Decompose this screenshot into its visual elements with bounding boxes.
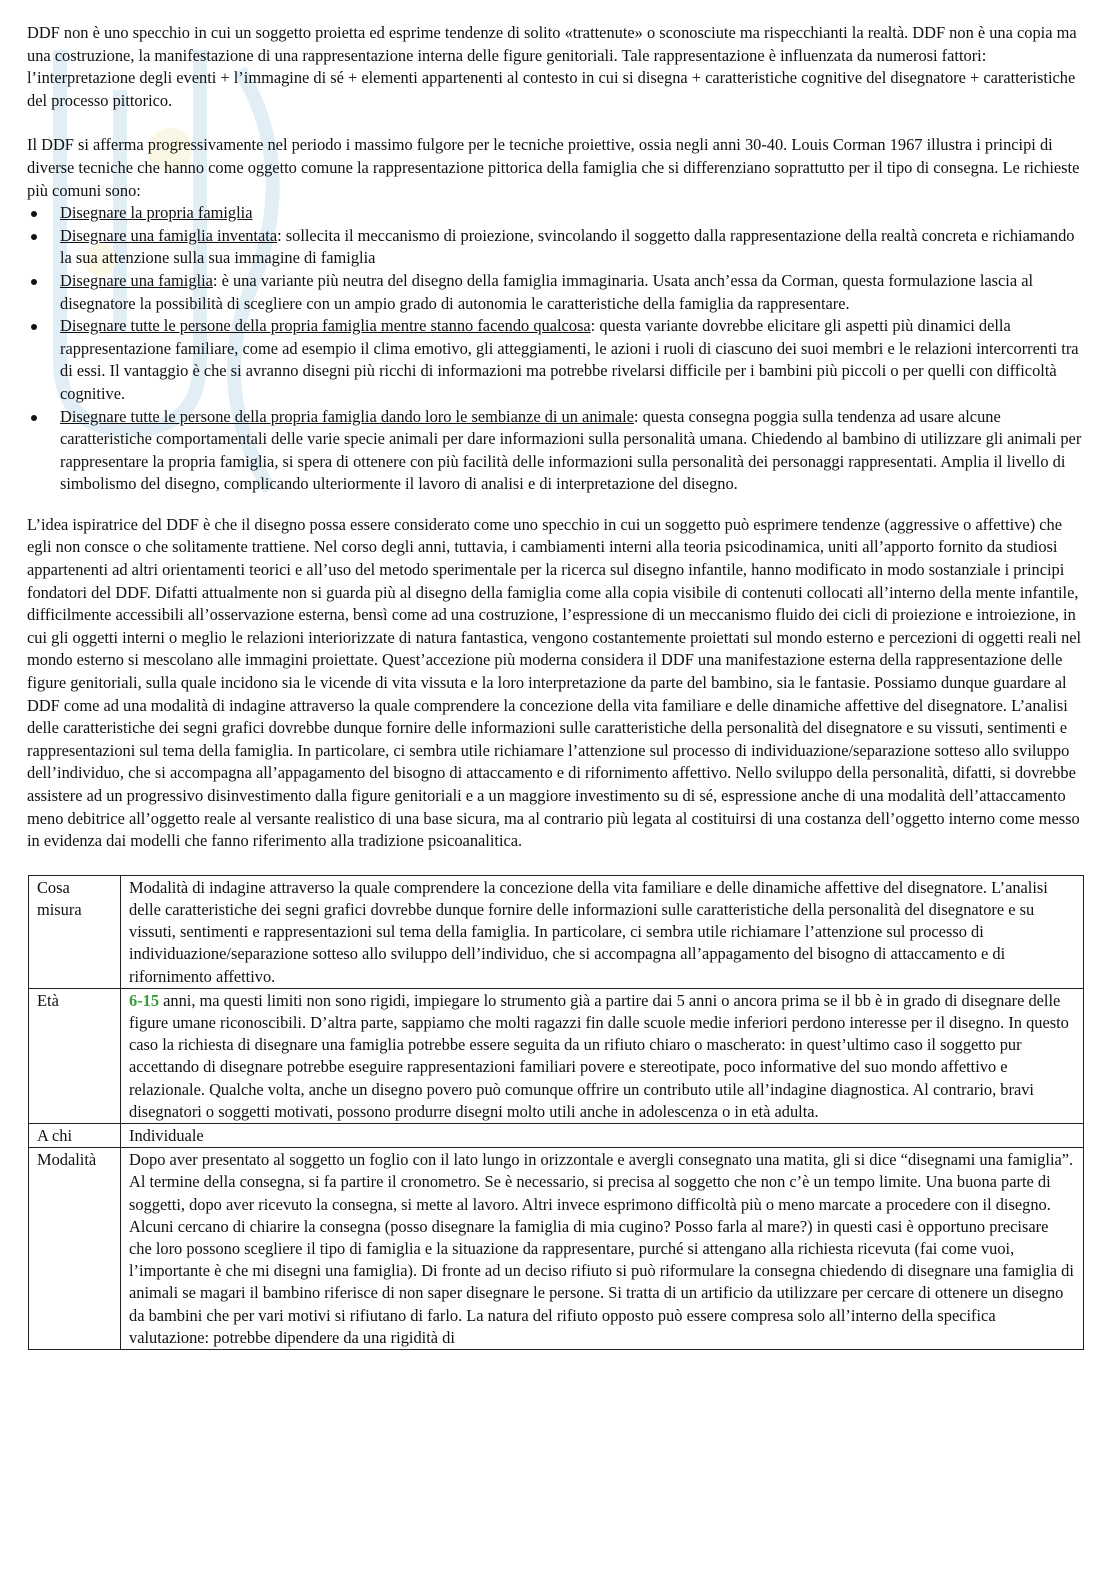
age-text: anni, ma questi limiti non sono rigidi, impiegare lo strumento già a partire dai 5 anni o ancora prima se il bb è in grado di disegnare delle figure umane riconoscibili. D’altra parte, sappiamo che molti ragazzi fin dalle scuole medie inferiori perdono interesse per il disegno. In questo caso la richiesta di disegnare una famiglia potrebbe essere seguita da un rifiuto chiaro o mascherato: in quest’ultimo caso il soggetto pur accettando di disegnare potrebbe eseguire rappresentazioni familiari povere e stereotipate, poco informative del suo mondo affettivo e relazionale. Qualche volta, anche un disegno povero può comunque offrire un contributo utile all’indagine diagnostica. Al contrario, bravi disegnatori o soggetti motivati, possono produrre disegni molto utili anche in adolescenza o in età adulta. (129, 990, 1069, 1121)
info-table (28, 875, 1084, 1350)
intro-paragraph-1: DDF non è uno specchio in cui un soggetto proietta ed esprime tendenze di solito «trattenute» o sconosciute ma rispecchianti la realtà. DDF non è una copia ma una costruzione, la manifestazione di una rappresentazione interna delle figure genitoriali. Tale rappresentazione è influenzata da numerosi fattori: l’interpretazione degli eventi + l’immagine di sé + elementi appartenenti al contesto in cui si disegna + caratteristiche cognitive del disegnatore + caratteristiche del processo pittorico. (27, 23, 1077, 110)
list-item (27, 270, 1087, 315)
list-item (27, 406, 1087, 496)
list-item (27, 225, 1087, 270)
main-paragraph: L’idea ispiratrice del DDF è che il disegno possa essere considerato come uno specchio in cui un soggetto può esprimere tendenze (aggressive o affettive) che egli non consce o che solitamente trattiene. Nel corso degli anni, tuttavia, i cambiamenti interni alla teoria psicodinamica, uniti all’apporto fornito da studiosi appartenenti ad altri orientamenti teorici e all’uso del metodo sperimentale per la ricerca sul disegno infantile, hanno modificato in modo sostanziale i principi fondatori del DDF. Difatti attualmente non si guarda più al disegno della famiglia come alla copia visibile di contenuti collocati all’interno della mente infantile, difficilmente accessibili all’osservazione esterna, bensì come ad una costruzione, l’espressione di un meccanismo fluido dei cicli di proiezione e introiezione, in cui gli oggetti interni o meglio le relazioni interiorizzate di natura fantastica, vengono costantemente proiettati sul mondo esterno e percezioni di oggetti reali nel mondo esterno si mescolano alle immagini proiettate. Quest’accezione più moderna considera il DDF una manifestazione esterna della rappresentazione delle figure genitoriali, sulla quale incidono sia le vicende di vita vissuta e la loro interpretazione da parte del bambino, sia le fantasie. Possiamo dunque guardare al DDF come ad una modalità di indagine attraverso la quale comprendere la concezione della vita familiare e delle dinamiche affettive del disegnatore. L’analisi delle caratteristiche dei segni grafici dovrebbe dunque fornire delle informazioni sulle caratteristiche della personalità del disegnatore e su vissuti, sentimenti e rappresentazioni sul tema della famiglia. In particolare, ci sembra utile richiamare l’attenzione sul processo di individuazione/separazione sotteso allo sviluppo dell’individuo, che si accompagna all’appagamento del bisogno di attaccamento e di rifornimento affettivo. Nello sviluppo della personalità, difatti, si dovrebbe assistere ad un progressivo disinvestimento dalla figure genitoriali e a un maggiore investimento su di sé, espressione anche di una modalità dell’attaccamento meno debitrice all’oggetto reale al versante realistico di una base sicura, ma al contrario più legata al costituirsi di una costanza dell’oggetto interno come messo in evidenza dai modelli che fanno riferimento alla tradizione psicoanalitica. (27, 514, 1082, 851)
bullet-icon (31, 324, 37, 330)
request-title: Disegnare una famiglia inventata (60, 225, 278, 245)
age-range: 6-15 (129, 990, 160, 1010)
request-title: Disegnare una famiglia (60, 270, 213, 290)
request-text: : questa variante dovrebbe elicitare gli aspetti più dinamici della rappresentazione familiare, come ad esempio il clima emotivo, gli atteggiamenti, le azioni i ruoli di ciascuno dei suoi membri e le relazioni intercorrenti tra di essi. Il vantaggio è che si avranno disegni più ricchi di informazioni ma potrebbe rivelarsi difficile per i bambini più piccoli o per quelli con difficoltà cognitive. (60, 316, 1079, 403)
request-text: : questa consegna poggia sulla tendenza ad usare alcune caratteristiche comportamentali delle varie specie animali per dare informazioni sulla personalità umana. Chiedendo al bambino di utilizzare gli animali per rappresentare la propria famiglia, si spera di ottenere con più facilità delle informazioni sulla personalità dei personaggi rappresentati. Amplia il livello di simbolismo del disegno, complicando ulteriormente il lavoro di analisi e di interpretazione del disegno. (60, 406, 1082, 494)
request-text: : sollecita il meccanismo di proiezione, svincolando il soggetto dalla rappresentazione della realtà concreta e richiamando la sua attenzione sulla sua immagine di famiglia (60, 225, 1075, 268)
row-value-modalita: Dopo aver presentato al soggetto un foglio con il lato lungo in orizzontale e avergli consegnato una matita, gli si dice “disegnami una famiglia”. Al termine della consegna, si fa partire il cronometro. Se è necessario, si precisa al soggetto che non c’è un tempo limite. Una buona parte di soggetti, dopo aver ricevuto la consegna, si mette al lavoro. Altri invece esprimono difficoltà più o meno marcate a procedere con il disegno. Alcuni cercano di chiarire la consegna (posso disegnare la famiglia di mia cugino? Posso farla al mare?) in questi casi è opportuno precisare che loro possono scegliere il tipo di famiglia e la situazione da rappresentare, purché si attengano alla richiesta ricevuta (fai come vuoi, l’importante è che mi disegni una famiglia). Di fronte ad un deciso rifiuto si può riformulare la consegna chiedendo di disegnare una famiglia di animali se magari il bambino riferisce di non saper disegnare le persone. Si tratta di un artificio da utilizzare per cercare di ottenere un disegno da bambini che per vari motivi si rifiutano di farlo. La natura del rifiuto opposto può essere compresa solo all’interno della specifica valutazione: potrebbe dipendere da una rigidità di (121, 1148, 1084, 1350)
list-item (27, 202, 1087, 225)
table-row (29, 1124, 1084, 1148)
request-title: Disegnare tutte le persone della propria famiglia mentre stanno facendo qualcosa (60, 316, 591, 336)
row-value-a-chi: Individuale (121, 1124, 1084, 1148)
request-title: Disegnare tutte le persone della propria famiglia dando loro le sembianze di un animale (60, 406, 634, 426)
request-title: Disegnare la propria famiglia (60, 203, 253, 223)
table-row (29, 875, 1084, 988)
table-row (29, 988, 1084, 1123)
bullet-icon (31, 234, 37, 240)
row-label-modalita: Modalità (29, 1148, 121, 1350)
table-row (29, 1148, 1084, 1350)
row-value-eta (121, 988, 1084, 1123)
row-label-eta: Età (29, 988, 121, 1123)
bullet-icon (31, 279, 37, 285)
list-item (27, 315, 1087, 405)
bullet-icon (31, 415, 37, 421)
request-text: : è una variante più neutra del disegno della famiglia immaginaria. Usata anch’essa da Corman, questa formulazione lascia al disegnatore la possibilità di scegliere con un ampio grado di autonomia le caratteristiche della famiglia da rappresentare. (60, 270, 1034, 313)
bullet-icon (31, 211, 37, 217)
row-label-cosa-misura: Cosa misura (29, 875, 121, 988)
document-page (27, 22, 1087, 1350)
requests-list (27, 202, 1087, 496)
row-value-cosa-misura: Modalità di indagine attraverso la quale comprendere la concezione della vita familiare e delle dinamiche affettive del disegnatore. L’analisi delle caratteristiche dei segni grafici dovrebbe dunque fornire delle informazioni sulle caratteristiche della personalità del disegnatore e su vissuti, sentimenti e rappresentazioni sul tema della famiglia. In particolare, ci sembra utile richiamare l’attenzione sul processo di individuazione/separazione sotteso allo sviluppo dell’individuo, che si accompagna all’appagamento del bisogno di attaccamento e di rifornimento affettivo. (121, 875, 1084, 988)
intro-paragraph-2: Il DDF si afferma progressivamente nel periodo i massimo fulgore per le tecniche proiettive, ossia negli anni 30-40. Louis Corman 1967 illustra i principi di diverse tecniche che hanno come oggetto comune la rappresentazione pittorica della famiglia che si differenziano soprattutto per il tipo di consegna. Le richieste più comuni sono: (27, 135, 1080, 200)
row-label-a-chi: A chi (29, 1124, 121, 1148)
